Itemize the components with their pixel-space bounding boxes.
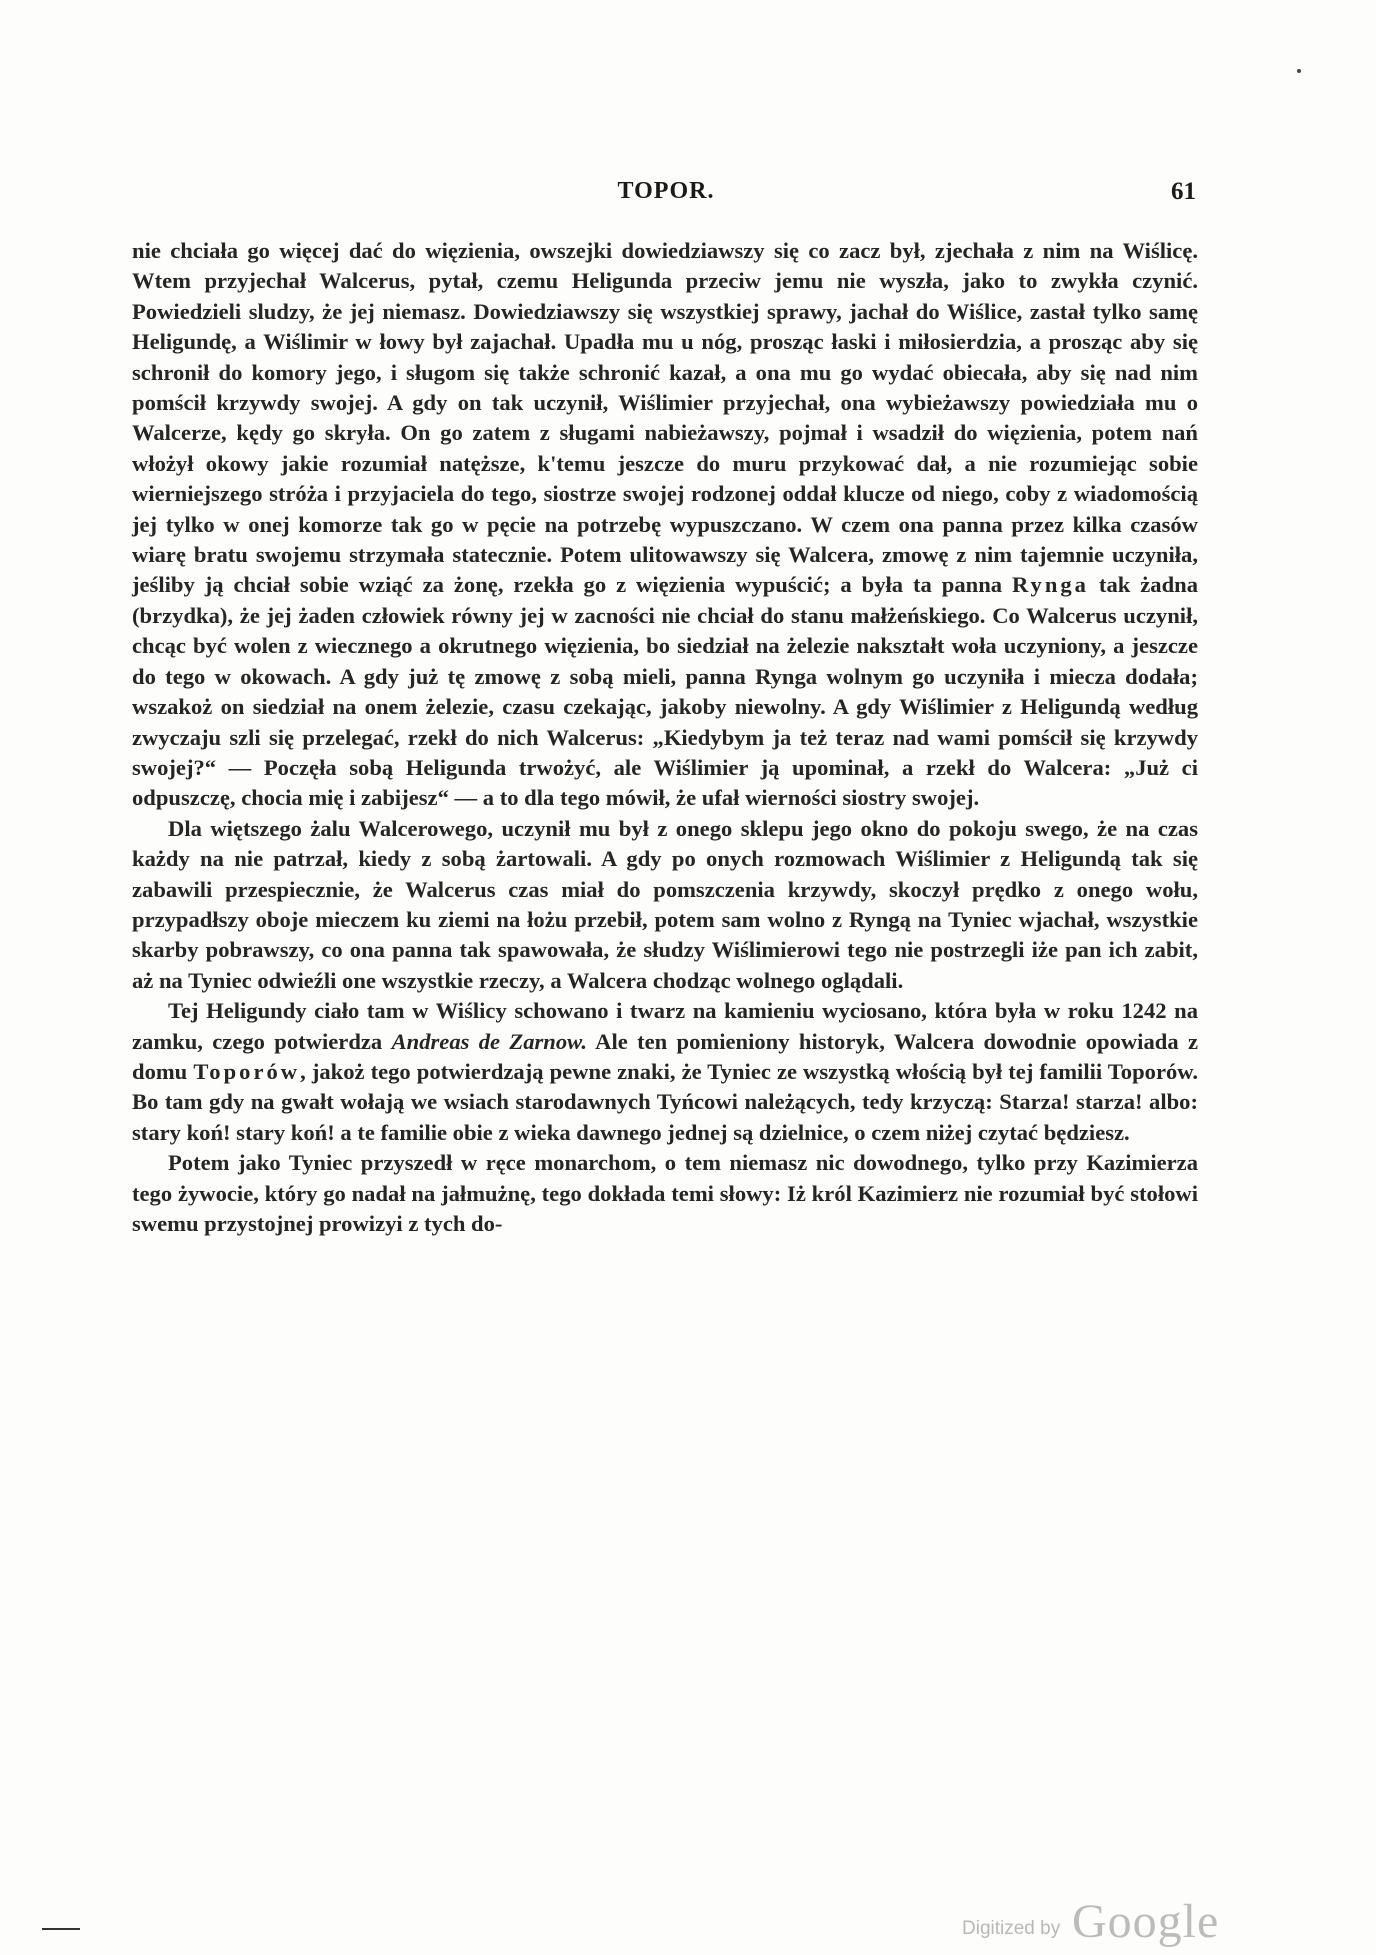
text-run: Tej Heligundy ciało tam w Wiślicy schowano i twarz na kamieniu wyciosano, która była w roku 1242 na zamku, czego potwierdza	[132, 998, 1198, 1054]
page-header	[136, 178, 1196, 218]
scan-edge-mark	[42, 1928, 80, 1930]
running-title: TOPOR.	[617, 178, 715, 204]
paragraph	[132, 236, 1198, 814]
scan-speck	[1297, 69, 1301, 73]
spaced-name: Rynga	[1012, 572, 1089, 598]
text-run: tak żadna (brzydka), że jej żaden człowiek równy jej w zacności nie chciał do stanu małżeńskiego. Co Walcerus uczynił, chcąc być wolen z wiecznego a okrutnego więzienia, bo siedział na żelezie nakształt woła uczyniony, a jeszcze do tego w okowach. A gdy już tę zmowę z sobą mieli, panna Rynga wolnym go uczyniła i miecza dodała; wszakoż on siedział na onem żelezie, czasu czekając, jakoby niewolny. A gdy Wiślimier z Heligundą według zwyczaju szli się przelegać, rzekł do nich Walcerus: „Kiedybym ja też teraz nad wami pomścił się krzywdy swojej?“ — Poczęła sobą Heligunda trwożyć, ale Wiślimier ją upominał, a rzekł do Walcera: „Już ci odpuszczę, chocia mię i zabijesz“ — a to dla tego mówił, że ufał wierności siostry swojej.	[132, 572, 1198, 811]
digitized-by-label: Digitized by	[962, 1918, 1061, 1939]
page-number: 61	[1171, 178, 1196, 205]
spaced-name: Toporów	[193, 1058, 301, 1084]
text-run: Ale ten pomieniony historyk, Walcera dowodnie opowiada z domu	[132, 1028, 1198, 1084]
paragraph	[132, 1148, 1198, 1239]
google-logo: Google	[1072, 1895, 1220, 1948]
text-run: nie chciała go więcej dać do więzienia, owszejki dowiedziawszy się co zacz był, zjechała z nim na Wiślicę. Wtem przyjechał Walcerus, pytał, czemu Heligunda przeciw jemu nie wyszła, jako to zwykła czynić. Powiedzieli sludzy, że jej niemasz. Dowiedziawszy się wszystkiej sprawy, jachał do Wiślice, zastał tylko samę Heligundę, a Wiślimir w łowy był zajachał. Upadła mu u nóg, prosząc łaski i miłosierdzia, a prosząc aby się schronił do komory jego, i sługom się także schronić kazał, a ona mu go wydać obiecała, aby się nad nim pomścił krzywdy swojej. A gdy on tak uczynił, Wiślimier przyjechał, ona wybieżawszy powiedziała mu o Walcerze, kędy go skryła. On go zatem z sługami nabieżawszy, pojmał i wsadził do więzienia, potem nań włożył okowy jakie rozumiał natęższe, k'temu jeszcze do muru przykować dał, a nie rozumiejąc sobie wierniejszego stróża i przyjaciela do tego, siostrze swojej rodzonej oddał klucze od niego, coby z wiadomością jej tylko w onej komorze tak go w pęcie na potrzebę wypuszczano. W czem ona panna przez kilka czasów wiarę bratu swojemu strzymała statecznie. Potem ulitowawszy się Walcera, zmowę z nim tajemnie uczyniła, jeśliby ją chciał sobie wziąć za żonę, rzekła go z więzienia wypuścić; a była ta panna	[132, 238, 1198, 598]
paragraph	[132, 814, 1198, 996]
digitized-by-watermark	[962, 1895, 1232, 1948]
text-run: , jakoż tego potwierdzają pewne znaki, że Tyniec ze wszystką włością był tej familii Toporów. Bo tam gdy na gwałt wołają we wsiach starodawnych Tyńcowi należących, tedy krzyczą: Starza! starza! albo: stary koń! stary koń! a te familie obie z wieka dawnego jednej są dzielnice, o czem niżej czytać będziesz.	[132, 1058, 1198, 1145]
text-run: Dla więtszego żalu Walcerowego, uczynił mu był z onego sklepu jego okno do pokoju swego, że na czas każdy na nie patrzał, kiedy z sobą żartowali. A gdy po onych rozmowach Wiślimier z Heligundą tak się zabawili przespiecznie, że Walcerus czas miał do pomszczenia krzywdy, skoczył prędko z onego wołu, przypadłszy oboje mieczem ku ziemi na łożu przebił, potem sam wolno z Ryngą na Tyniec wjachał, wszystkie skarby pobrawszy, co ona panna tak spawowała, że słudzy Wiślimierowi tego nie postrzegli iże pan ich zabit, aż na Tyniec odwieźli one wszystkie rzeczy, a Walcera chodząc wolnego oglądali.	[132, 815, 1198, 993]
italic-citation: Andreas de Zarnow.	[391, 1028, 588, 1054]
text-run: Potem jako Tyniec przyszedł w ręce monarchom, o tem niemasz nic dowodnego, tylko przy Kazimierza tego żywocie, który go nadał na jałmużnę, tego dokłada temi słowy: Iż król Kazimierz nie rozumiał być stołowi swemu przystojnej prowizyi z tych do-	[132, 1150, 1198, 1236]
body-text	[132, 236, 1198, 1239]
paragraph	[132, 996, 1198, 1148]
